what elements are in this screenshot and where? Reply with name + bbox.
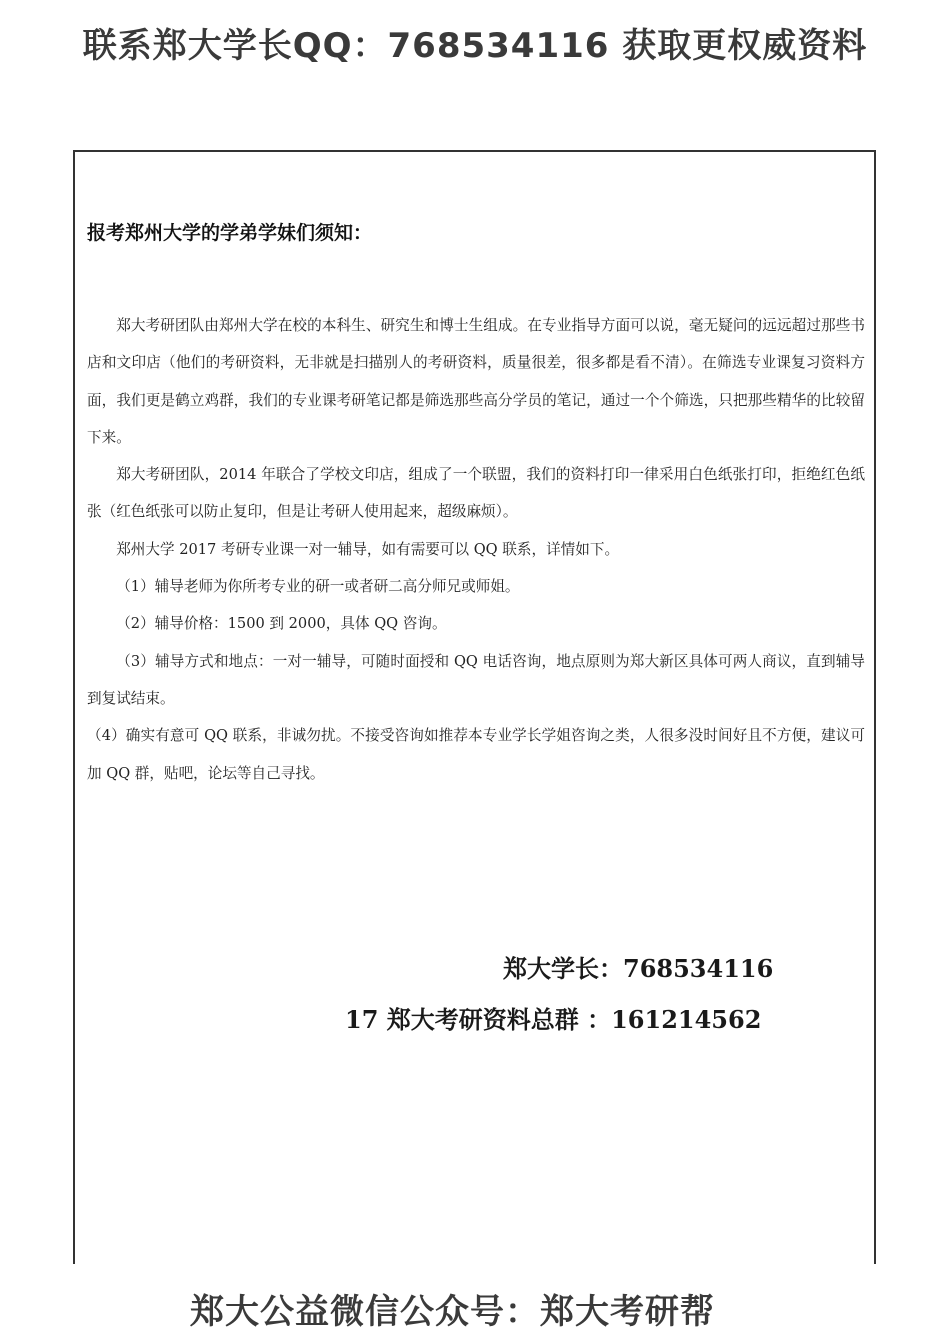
paragraph-team-intro: 郑大考研团队由郑州大学在校的本科生、研究生和博士生组成。在专业指导方面可以说，毫无疑问的远远超过那些书店和文印店（他们的考研资料，无非就是扫描别人的考研资料，质量很差，很多都是看不清）。在筛选专业课复习资料方面，我们更是鹤立鸡群，我们的专业课考研笔记都是筛选那些高分学员的笔记，通过一个个筛选，只把那些精华的比较留下来。 — [87, 317, 865, 446]
paragraph-print-alliance: 郑大考研团队，2014 年联合了学校文印店，组成了一个联盟，我们的资料打印一律采用白色纸张打印，拒绝红色纸张（红色纸张可以防止复印，但是让考研人使用起来，超级麻烦）。 — [87, 466, 865, 521]
list-item-method: （3）辅导方式和地点：一对一辅导，可随时面授和 QQ 电话咨询，地点原则为郑大新区具体可两人商议，直到辅导到复试结束。 — [87, 652, 865, 707]
paragraph-tutoring-intro: 郑州大学 2017 考研专业课一对一辅导，如有需要可以 QQ 联系，详情如下。 — [116, 540, 620, 558]
contact-group-qq: 17 郑大考研资料总群 ：161214562 — [345, 1005, 762, 1034]
footer-banner: 郑大公益微信公众号：郑大考研帮 — [190, 1292, 715, 1332]
list-item-contact: （4）确实有意可 QQ 联系，非诚勿扰。不接受咨询如推荐本专业学长学姐咨询之类，人很多没时间好且不方便，建议可加 QQ 群，贴吧，论坛等自己寻找。 — [87, 727, 865, 782]
list-item-price: （2）辅导价格：1500 到 2000，具体 QQ 咨询。 — [116, 615, 447, 633]
document-body — [87, 307, 865, 792]
header-banner: 联系郑大学长QQ：768534116 获取更权威资料 — [82, 26, 868, 66]
document-heading: 报考郑州大学的学弟学妹们须知： — [87, 222, 373, 244]
contact-senior-qq: 郑大学长：768534116 — [503, 954, 774, 983]
list-item-tutor: （1）辅导老师为你所考专业的研一或者研二高分师兄或师姐。 — [116, 578, 520, 596]
